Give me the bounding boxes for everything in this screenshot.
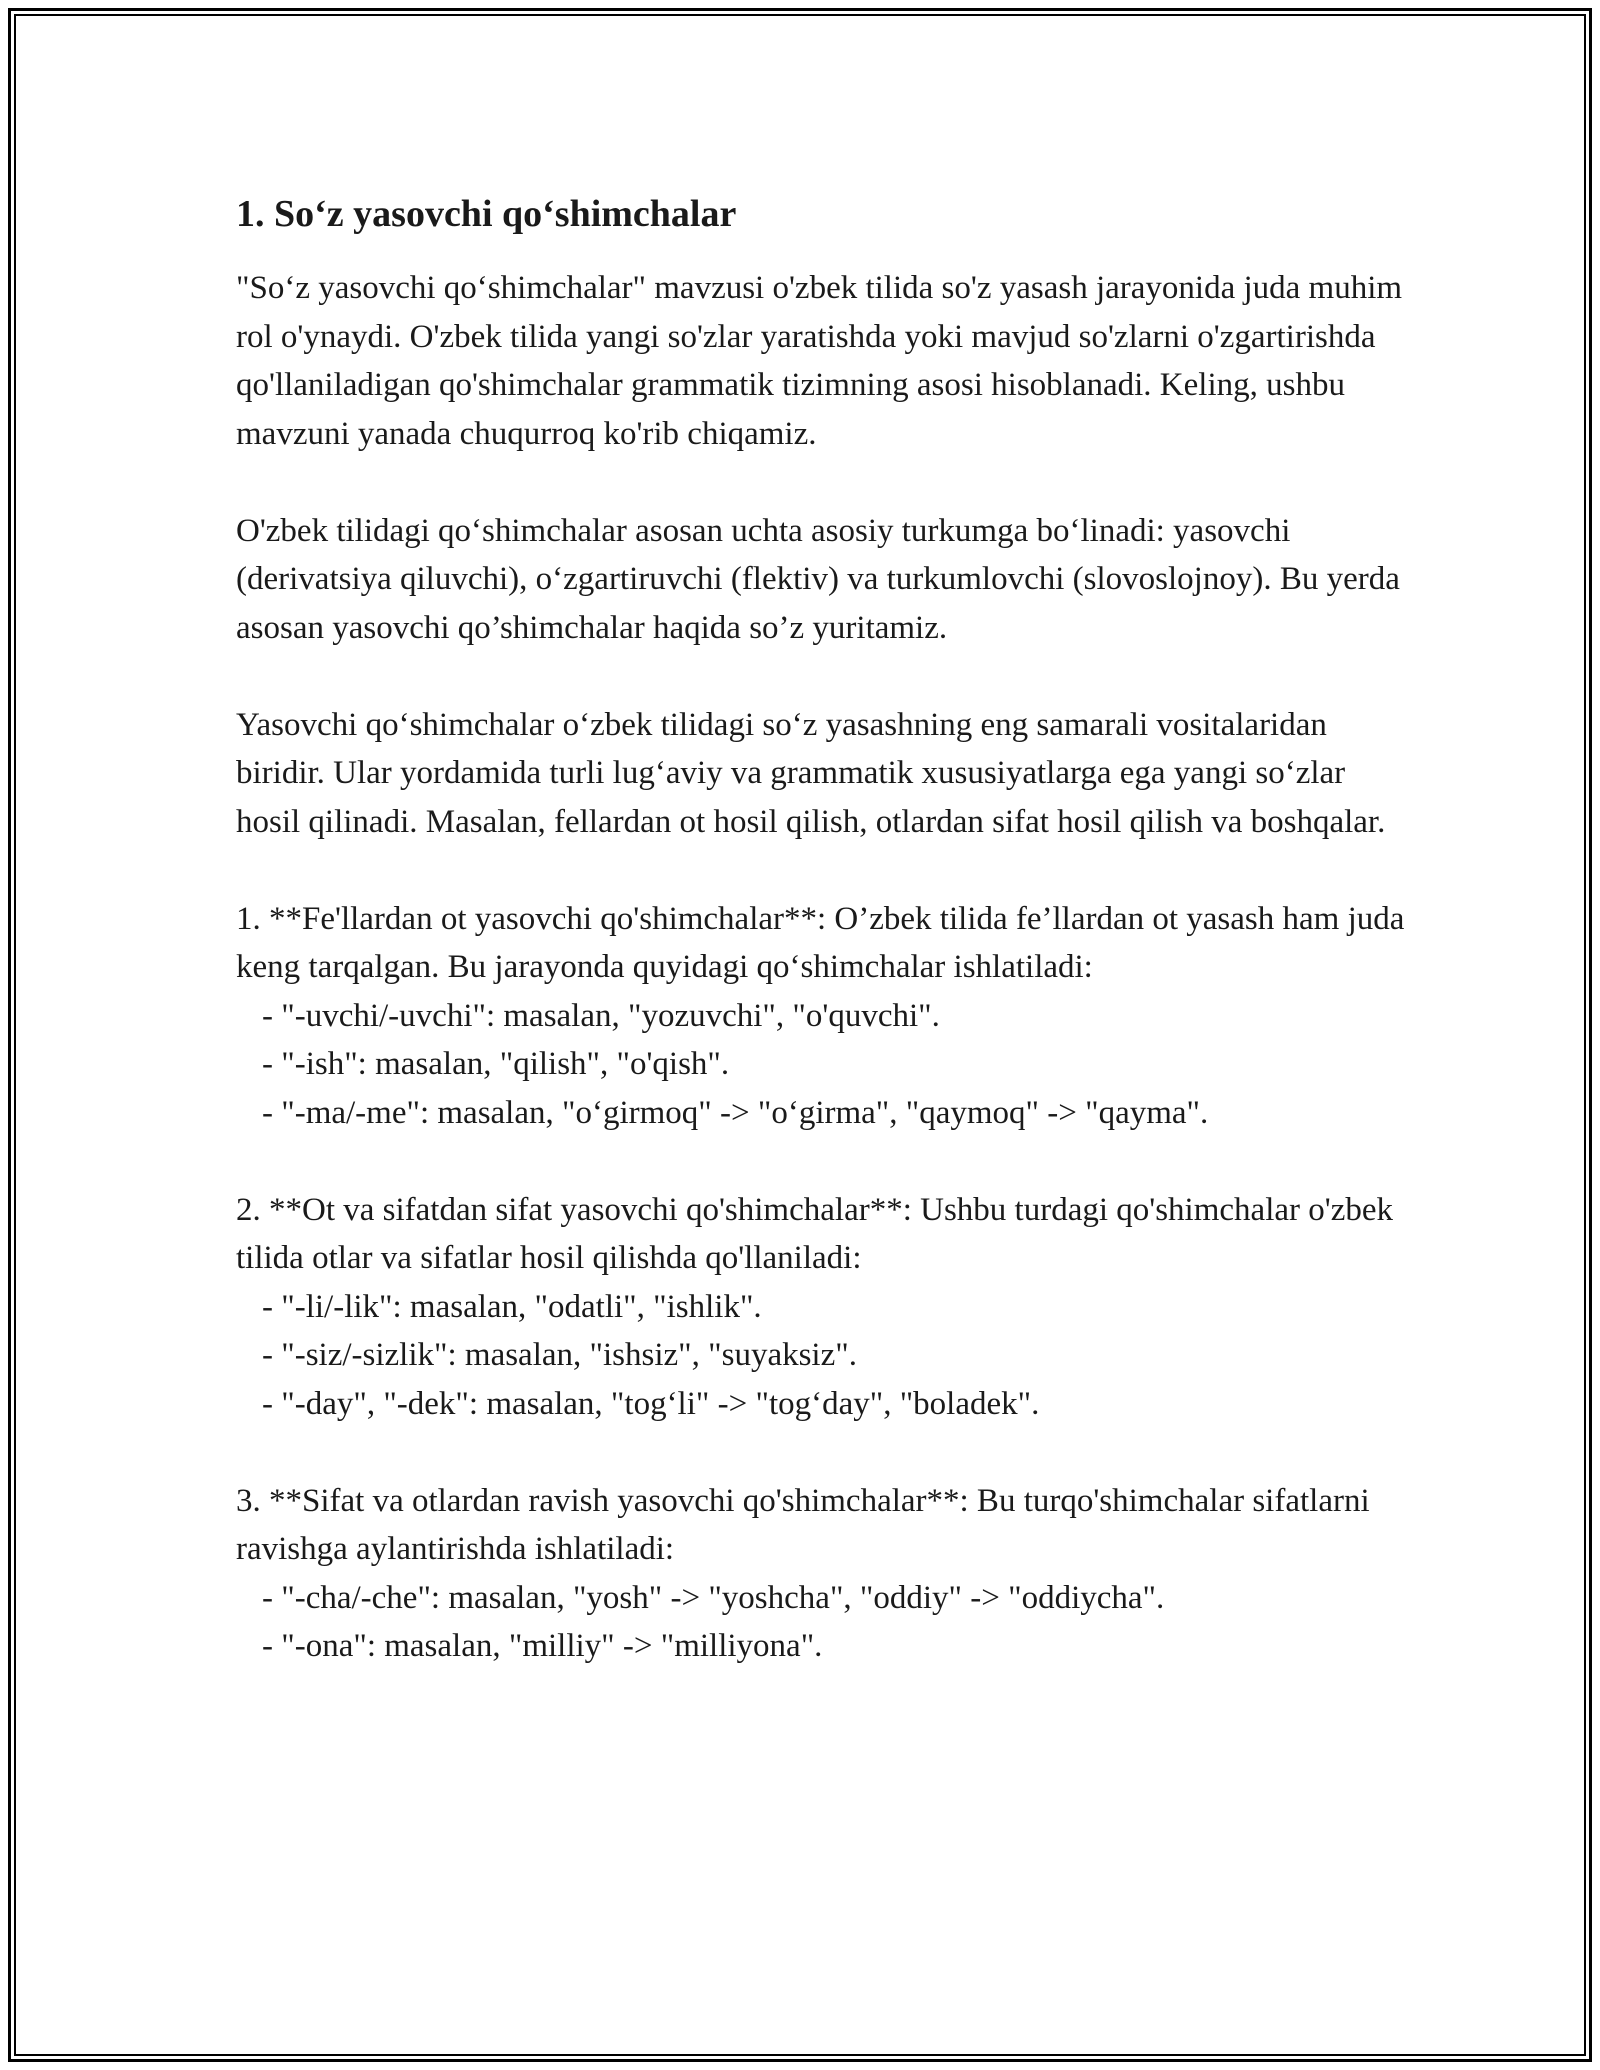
paragraph-gap xyxy=(236,846,1416,895)
list-item: - "-cha/-che": masalan, "yosh" -> "yoshcha", "oddiy" -> "oddiycha". xyxy=(262,1579,1165,1616)
section-verb-to-noun xyxy=(236,895,1416,1138)
list-item: - "-siz/-sizlik": masalan, "ishsiz", "suyaksiz". xyxy=(262,1337,857,1373)
list-item: - "-li/-lik": masalan, "odatli", "ishlik". xyxy=(262,1288,762,1325)
section-noun-adjective xyxy=(236,1186,1416,1429)
list-item: - "-ona": masalan, "milliy" -> "milliyona". xyxy=(262,1628,823,1664)
document-body xyxy=(236,186,1416,1671)
paragraph-derivational: Yasovchi qo‘shimchalar o‘zbek tilidagi so‘z yasashning eng samarali vositalaridan biridir. Ular yordamida turli lug‘aviy va grammatik xususiyatlarga ega yangi so‘zlar hosil qilinadi. Masalan, fellardan ot hosil qilish, otlardan sifat hosil qilish va boshqalar. xyxy=(236,706,1386,840)
paragraph-categories: O'zbek tilidagi qo‘shimchalar asosan uchta asosiy turkumga bo‘linadi: yasovchi (derivatsiya qiluvchi), o‘zgartiruvchi (flektiv) va turkumlovchi (slovoslojnoy). Bu yerda asosan yasovchi qo’shimchalar haqida so’z yuritamiz. xyxy=(236,512,1400,646)
list-item: - "-ish": masalan, "qilish", "o'qish". xyxy=(262,1046,730,1082)
paragraph-intro: "So‘z yasovchi qo‘shimchalar" mavzusi o'zbek tilida so'z yasash jarayonida juda muhim rol o'ynaydi. O'zbek tilida yangi so'zlar yaratishda yoki mavjud so'zlarni o'zgartirishda qo'llaniladigan qo'shimchalar grammatik tizimning asosi hisoblanadi. Keling, ushbu mavzuni yanada chuqurroq ko'rib chiqamiz. xyxy=(236,270,1403,452)
list-item: - "-day", "-dek": masalan, "tog‘li" -> "tog‘day", "boladek". xyxy=(262,1385,1040,1422)
paragraph-gap xyxy=(236,1137,1416,1186)
paragraph-gap xyxy=(236,1428,1416,1477)
section-heading: 1. **Fe'llardan ot yasovchi qo'shimchalar**: O’zbek tilida fe’llardan ot yasash ham juda keng tarqalgan. Bu jarayonda quyidagi qo‘shimchalar ishlatiladi: xyxy=(236,900,1405,985)
paragraph-gap xyxy=(236,652,1416,701)
list-item: - "-uvchi/-uvchi": masalan, "yozuvchi", "o'quvchi". xyxy=(262,997,940,1034)
list-item: - "-ma/-me": masalan, "o‘girmoq" -> "o‘girma", "qaymoq" -> "qayma". xyxy=(262,1094,1209,1131)
section-heading: 3. **Sifat va otlardan ravish yasovchi qo'shimchalar**: Bu turqo'shimchalar sifatlarni ravishga aylantirishda ishlatiladi: xyxy=(236,1482,1370,1567)
section-heading: 2. **Ot va sifatdan sifat yasovchi qo'shimchalar**: Ushbu turdagi qo'shimchalar o'zbek tilida otlar va sifatlar hosil qilishda qo'llaniladi: xyxy=(236,1191,1393,1276)
paragraph-gap xyxy=(236,458,1416,507)
document-title: 1. So‘z yasovchi qo‘shimchalar xyxy=(236,193,737,235)
section-adverb xyxy=(236,1477,1416,1671)
